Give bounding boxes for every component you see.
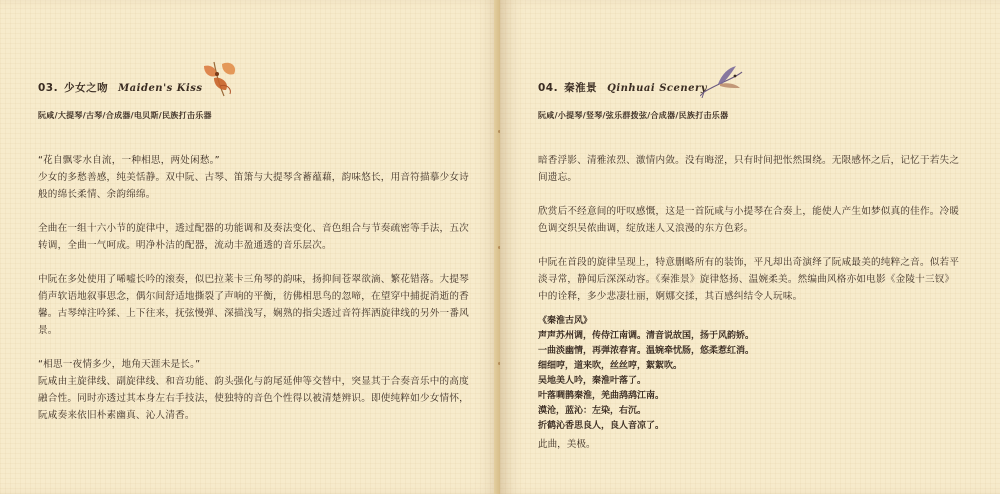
poem-line: 漠沧，蓝沁：左染，右沉。 <box>538 406 647 416</box>
poem-line: 声声苏州调，传侍江南调。清音说故国，扬于风韵娇。 <box>538 331 755 341</box>
butterfly-flower-icon <box>196 56 244 102</box>
instrument-list: 阮咸/小提琴/竖琴/弦乐群拨弦/合成器/民族打击乐器 <box>538 111 729 120</box>
paragraph: 中阮在首段的旋律呈现上，特意删略所有的装饰，平凡却出奇演绎了阮咸最美的纯粹之音。似若平淡寻常，静闻后深深动容。《秦淮景》旋律悠扬、温婉柔美。然编曲风格亦如电影《金陵十三钗》中的诠释，多少悲凄壮丽，婀娜交揉，其百感纠结令人玩味。 <box>538 257 960 302</box>
poem-line: 折鹤沁香思良人，良人音凉了。 <box>538 421 665 431</box>
bird-icon <box>700 64 746 98</box>
poem-line: 细细哼，道来吹，丝丝哼，絮絮吹。 <box>538 361 683 371</box>
poem-line: 一曲淡幽情，再弹浓春宵。温婉牵忧肠，悠柔惹红消。 <box>538 346 755 356</box>
paragraph: “花自飘零水自流，一种相思，两处闲愁。” 少女的多愁善感，纯美恬静。双中阮、古琴、笛箫与大提琴含蓄蕴藉，韵味悠长，用音符描摹少女诗般的绵长柔情、余韵绵绵。 <box>38 155 469 200</box>
track-title <box>538 80 707 95</box>
right-page <box>500 0 1000 494</box>
track-title-en: Qinhuai Scenery <box>607 83 708 94</box>
poem <box>538 314 754 434</box>
track-title-cn: 少女之吻 <box>64 82 109 94</box>
description <box>38 152 470 441</box>
track-title <box>38 80 203 95</box>
track-number: 04. <box>538 82 559 94</box>
poem-line: 叶落啁鹊秦淮，羌曲鸹鸹江南。 <box>538 391 665 401</box>
track-number: 03. <box>38 82 59 94</box>
description <box>538 152 962 322</box>
track-title-cn: 秦淮景 <box>564 82 598 94</box>
paragraph: “相思一夜情多少，地角天涯未是长。” 阮咸由主旋律线、副旋律线、和音功能、韵头强化与韵尾延伸等交替中，突显其于合奏音乐中的高度融合性。同时亦透过其本身左右手技法，使独特的音色个性得以被清楚辨识。即使纯粹如少女情怀，阮咸奏来依旧朴素幽真、沁人清香。 <box>38 359 469 421</box>
track-title-en: Maiden's Kiss <box>118 83 203 94</box>
closing-remark: 此曲，美极。 <box>538 439 596 450</box>
paragraph: 全曲在一组十六小节的旋律中，透过配器的功能调和及奏法变化、音色组合与节奏疏密等手法，五次转调，全曲一气呵成。明净朴洁的配器，流动丰盈通透的音乐层次。 <box>38 223 469 251</box>
paragraph: 欣赏后不经意间的吁叹感慨，这是一首阮咸与小提琴在合奏上，能使人产生如梦似真的佳作。冷暖色调交织吴侬曲调，绽放迷人又浪漫的东方色彩。 <box>538 206 960 234</box>
instrument-list: 阮咸/大提琴/古琴/合成器/电贝斯/民族打击乐器 <box>38 111 212 120</box>
poem-title: 《秦淮古风》 <box>538 316 593 326</box>
paragraph: 中阮在多处使用了唏嘘长吟的滚奏，似巴拉莱卡三角琴的韵味，扬抑间苍翠欲滴、繁花错落。大提琴俏声软语地叙事思念，偶尔间舒适地撕裂了声响的平衡，彷佛相思鸟的忽啼，在望穿中捕捉消逝的香馨。古琴绰注吟猱、上下往来，抚弦慢弹、深描浅写，娴熟的指尖透过音符挥洒旋律线的另外一番风景。 <box>38 274 469 336</box>
paragraph: 暗香浮影、清雅浓烈、激情内敛。没有晦涩，只有时间把怅然围绕。无限感怀之后，记忆于若失之间遗忘。 <box>538 155 960 183</box>
poem-line: 吴地美人吟，秦淮叶落了。 <box>538 376 647 386</box>
